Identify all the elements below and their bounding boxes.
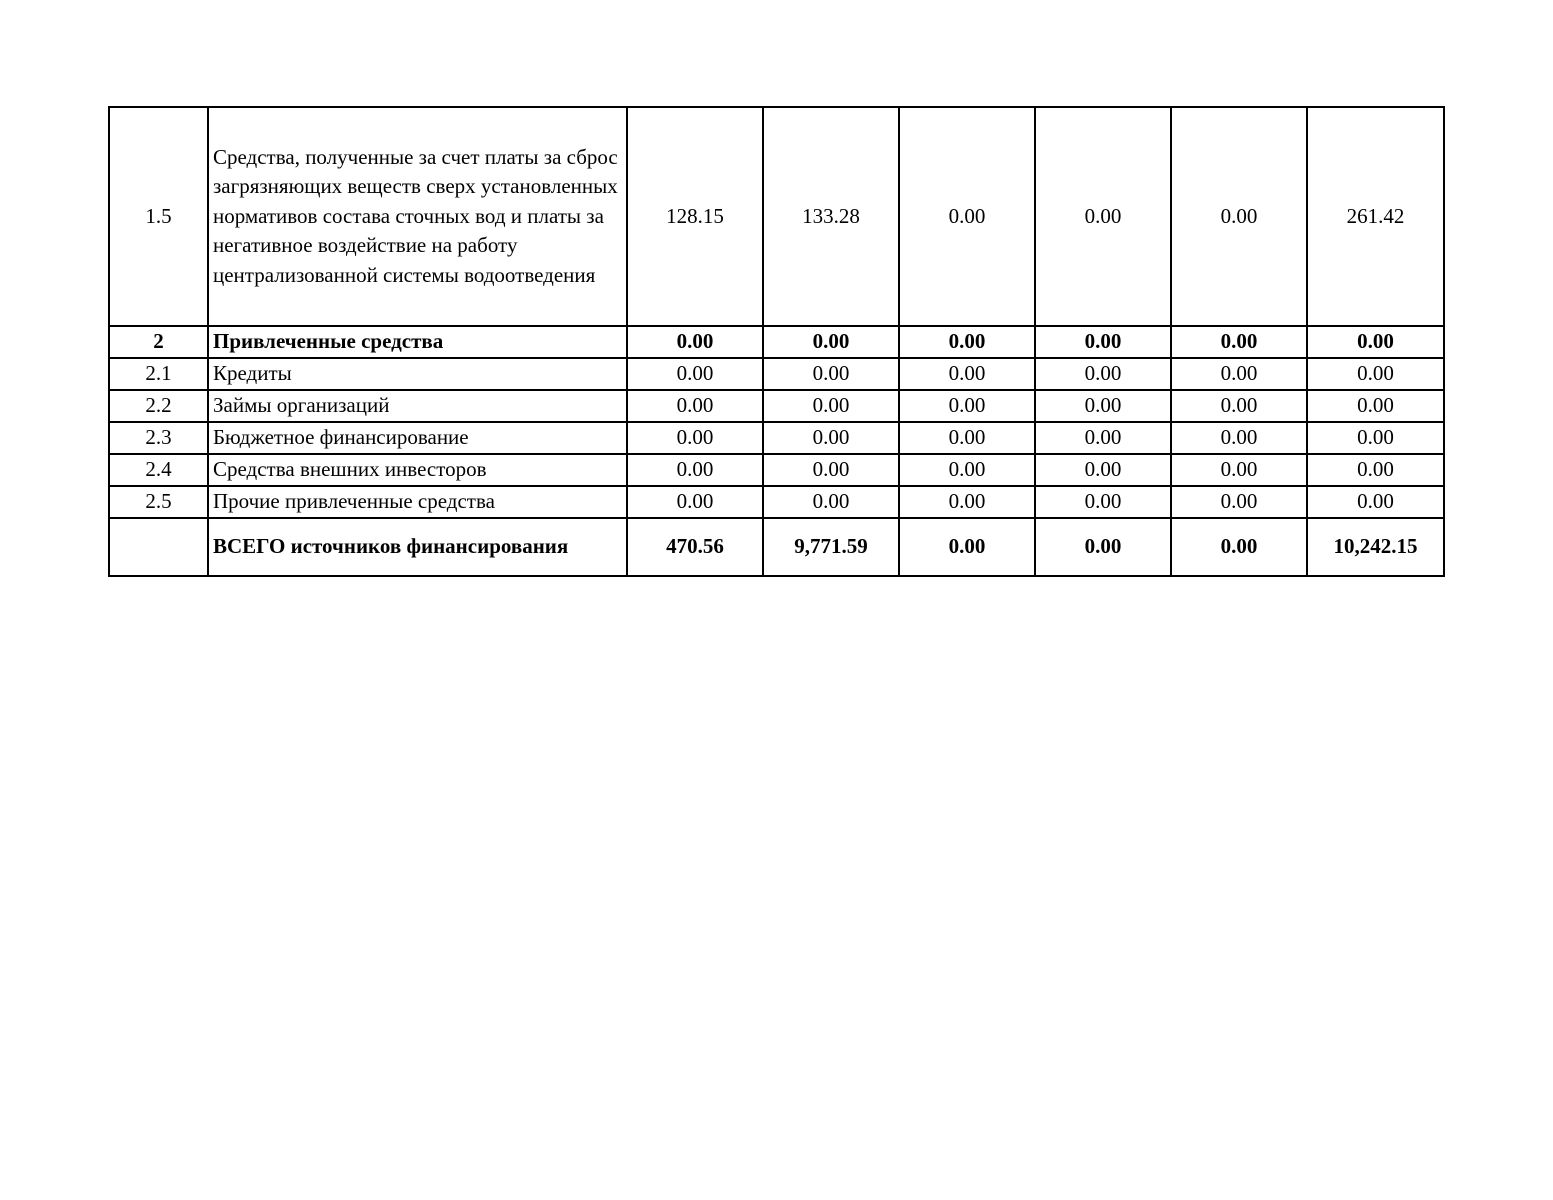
value-cell: 0.00 bbox=[1035, 454, 1171, 486]
total-cell: 0.00 bbox=[1307, 390, 1444, 422]
row-name: Средства внешних инвесторов bbox=[208, 454, 627, 486]
value-cell: 0.00 bbox=[1171, 358, 1307, 390]
total-cell: 261.42 bbox=[1307, 107, 1444, 326]
value-cell: 0.00 bbox=[763, 422, 899, 454]
value-cell: 0.00 bbox=[1171, 326, 1307, 358]
value-cell: 0.00 bbox=[1035, 358, 1171, 390]
value-cell: 0.00 bbox=[627, 390, 763, 422]
value-cell: 0.00 bbox=[1035, 486, 1171, 518]
table-row bbox=[109, 358, 1444, 390]
value-cell: 0.00 bbox=[899, 518, 1035, 576]
row-name: Кредиты bbox=[208, 358, 627, 390]
row-number: 2.1 bbox=[109, 358, 208, 390]
value-cell: 0.00 bbox=[763, 358, 899, 390]
value-cell: 0.00 bbox=[1171, 390, 1307, 422]
value-cell: 0.00 bbox=[627, 358, 763, 390]
table-row bbox=[109, 422, 1444, 454]
value-cell: 0.00 bbox=[1171, 107, 1307, 326]
value-cell: 0.00 bbox=[1035, 518, 1171, 576]
table-row bbox=[109, 486, 1444, 518]
value-cell: 470.56 bbox=[627, 518, 763, 576]
table-row-grand-total bbox=[109, 518, 1444, 576]
row-number bbox=[109, 518, 208, 576]
row-number: 2.4 bbox=[109, 454, 208, 486]
total-cell: 10,242.15 bbox=[1307, 518, 1444, 576]
value-cell: 0.00 bbox=[899, 486, 1035, 518]
value-cell: 0.00 bbox=[763, 326, 899, 358]
value-cell: 0.00 bbox=[763, 454, 899, 486]
total-cell: 0.00 bbox=[1307, 454, 1444, 486]
value-cell: 0.00 bbox=[1035, 390, 1171, 422]
row-number: 2.5 bbox=[109, 486, 208, 518]
value-cell: 0.00 bbox=[763, 390, 899, 422]
table-row bbox=[109, 454, 1444, 486]
value-cell: 0.00 bbox=[1171, 518, 1307, 576]
value-cell: 0.00 bbox=[1171, 486, 1307, 518]
value-cell: 0.00 bbox=[899, 358, 1035, 390]
value-cell: 0.00 bbox=[899, 422, 1035, 454]
total-cell: 0.00 bbox=[1307, 326, 1444, 358]
value-cell: 0.00 bbox=[763, 486, 899, 518]
value-cell: 0.00 bbox=[899, 390, 1035, 422]
value-cell: 0.00 bbox=[627, 422, 763, 454]
row-name: Привлеченные средства bbox=[208, 326, 627, 358]
value-cell: 128.15 bbox=[627, 107, 763, 326]
value-cell: 0.00 bbox=[1171, 422, 1307, 454]
value-cell: 0.00 bbox=[1171, 454, 1307, 486]
value-cell: 9,771.59 bbox=[763, 518, 899, 576]
value-cell: 133.28 bbox=[763, 107, 899, 326]
value-cell: 0.00 bbox=[899, 326, 1035, 358]
value-cell: 0.00 bbox=[627, 486, 763, 518]
value-cell: 0.00 bbox=[1035, 107, 1171, 326]
total-cell: 0.00 bbox=[1307, 358, 1444, 390]
value-cell: 0.00 bbox=[1035, 422, 1171, 454]
total-cell: 0.00 bbox=[1307, 486, 1444, 518]
total-cell: 0.00 bbox=[1307, 422, 1444, 454]
row-name: Займы организаций bbox=[208, 390, 627, 422]
value-cell: 0.00 bbox=[627, 454, 763, 486]
value-cell: 0.00 bbox=[899, 454, 1035, 486]
row-name: Прочие привлеченные средства bbox=[208, 486, 627, 518]
value-cell: 0.00 bbox=[1035, 326, 1171, 358]
row-name: Бюджетное финансирование bbox=[208, 422, 627, 454]
row-name: ВСЕГО источников финансирования bbox=[208, 518, 627, 576]
row-number: 2.3 bbox=[109, 422, 208, 454]
table-row bbox=[109, 390, 1444, 422]
row-number: 1.5 bbox=[109, 107, 208, 326]
table-row-section-header bbox=[109, 326, 1444, 358]
table-row bbox=[109, 107, 1444, 326]
financing-sources-table bbox=[108, 106, 1445, 577]
value-cell: 0.00 bbox=[627, 326, 763, 358]
value-cell: 0.00 bbox=[899, 107, 1035, 326]
row-number: 2.2 bbox=[109, 390, 208, 422]
row-name: Средства, полученные за счет платы за сброс загрязняющих веществ сверх установленных нормативов состава сточных вод и платы за негативное воздействие на работу централизованной системы водоотведения bbox=[208, 107, 627, 326]
row-number: 2 bbox=[109, 326, 208, 358]
